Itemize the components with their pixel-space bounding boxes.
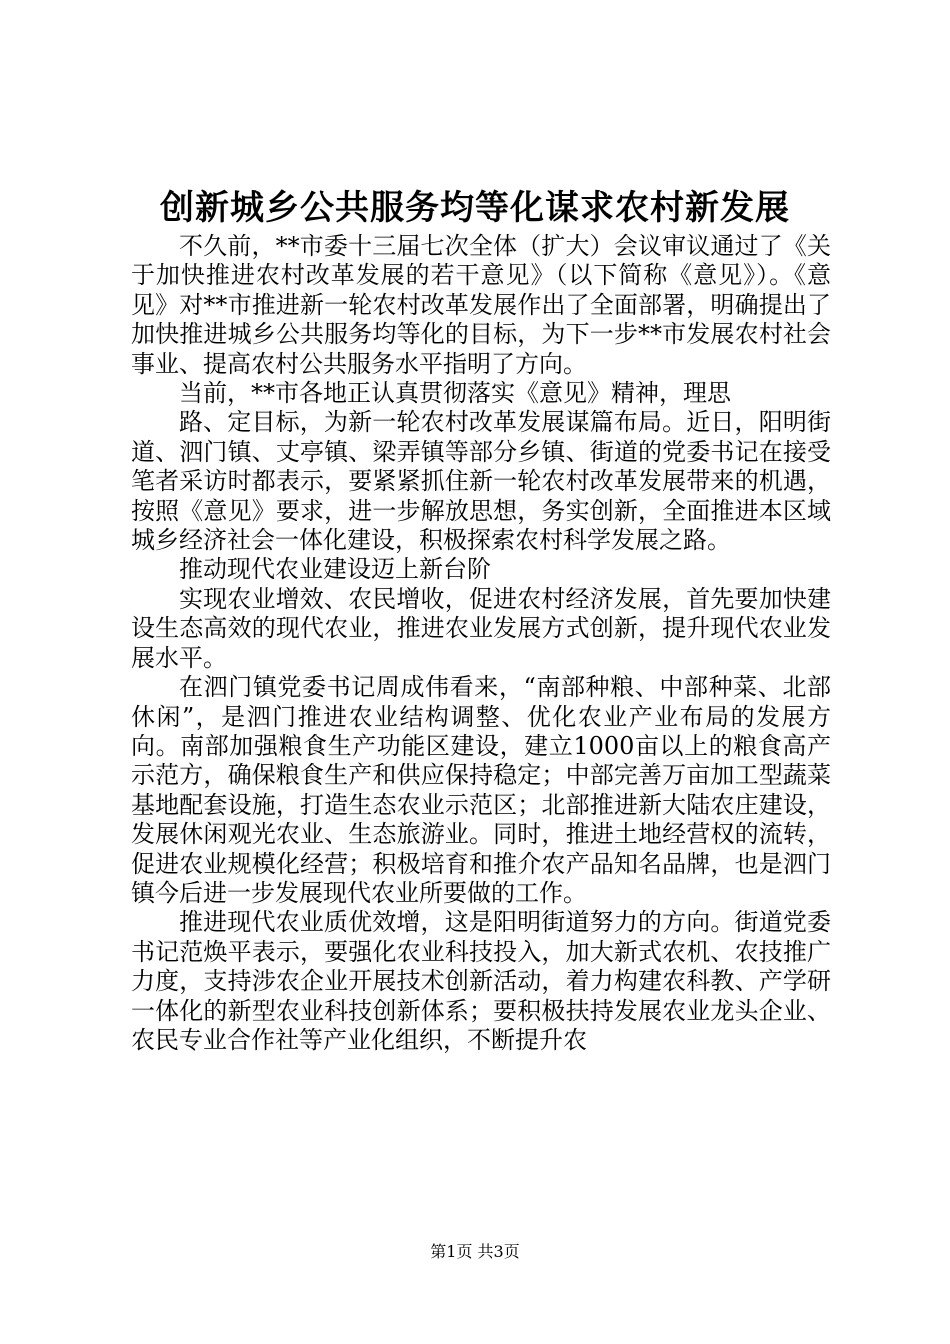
page-footer: 第1页 共3页 [430, 1242, 520, 1261]
section-heading: 推动现代农业建设迈上新台阶 [179, 555, 491, 584]
document-body [131, 232, 831, 1055]
paragraph-towns: 路、定目标，为新一轮农村改革发展谋篇布局。近日，阳明街道、泗门镇、丈亭镇、梁弄镇等部分乡镇、街道的党委书记在接受笔者采访时都表示，要紧紧抓住新一轮农村改革发展带来的机遇，按照《意见》要求，进一步解放思想，务实创新，全面推进本区域城乡经济社会一体化建设，积极探索农村科学发展之路。 [131, 408, 831, 555]
paragraph-simen: 在泗门镇党委书记周成伟看来，“南部种粮、中部种菜、北部休闲”，是泗门推进农业结构调整、优化农业产业布局的发展方向。南部加强粮食生产功能区建设，建立1000亩以上的粮食高产示范方，确保粮食生产和供应保持稳定；中部完善万亩加工型蔬菜基地配套设施，打造生态农业示范区；北部推进新大陆农庄建设，发展休闲观光农业、生态旅游业。同时，推进土地经营权的流转，促进农业规模化经营；积极培育和推介农产品知名品牌，也是泗门镇今后进一步发展现代农业所要做的工作。 [131, 673, 831, 907]
paragraph-current: 当前，**市各地正认真贯彻落实《意见》精神，理思 [179, 379, 731, 408]
paragraph-yangming: 推进现代农业质优效增，这是阳明街道努力的方向。街道党委书记范焕平表示，要强化农业科技投入，加大新式农机、农技推广力度，支持涉农企业开展技术创新活动，着力构建农科教、产学研一体化的新型农业科技创新体系；要积极扶持发展农业龙头企业、农民专业合作社等产业化组织，不断提升农 [131, 908, 831, 1054]
document-title: 创新城乡公共服务均等化谋求农村新发展 [160, 188, 790, 228]
paragraph-agriculture: 实现农业增效、农民增收，促进农村经济发展，首先要加快建设生态高效的现代农业，推进农业发展方式创新，提升现代农业发展水平。 [131, 584, 831, 672]
paragraph-intro: 不久前，**市委十三届七次全体（扩大）会议审议通过了《关于加快推进农村改革发展的若干意见》（以下简称《意见》）。《意见》对**市推进新一轮农村改革发展作出了全面部署，明确提出了加快推进城乡公共服务均等化的目标，为下一步**市发展农村社会事业、提高农村公共服务水平指明了方向。 [131, 232, 831, 378]
